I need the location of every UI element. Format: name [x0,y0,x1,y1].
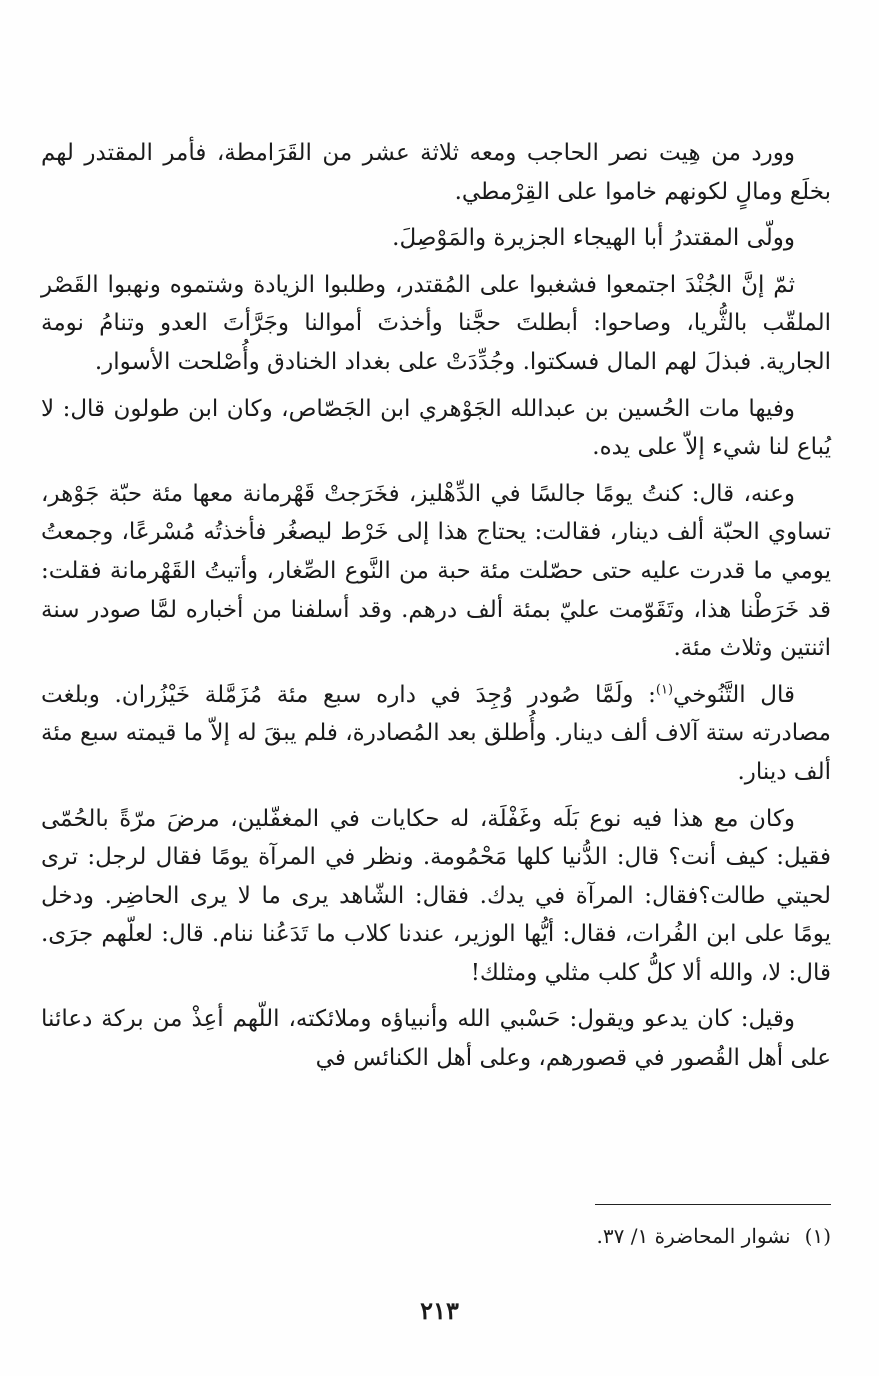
page-number: ٢١٣ [420,1296,459,1325]
footnote [41,1221,831,1251]
paragraph-4: وفيها مات الحُسين بن عبدالله الجَوْهري ابن الجَصّاص، وكان ابن طولون قال: لا يُباع لنا شيء إلاّ على يده. [41,395,831,461]
tanukhi-lead: قال التَّنُوخي [673,681,796,708]
paragraph-2: وولّى المقتدرُ أبا الهيجاء الجزيرة والمَوْصِلَ. [392,225,795,252]
paragraph-tanukhi [41,676,831,792]
paragraph-5: وعنه، قال: كنتُ يومًا جالسًا في الدِّهْليز، فخَرَجتْ قَهْرمانة معها مئة حبّة جَوْهر، تساوي الحبّة ألف دينار، فقالت: يحتاج هذا إلى خَرْط ليصغُر فأخذتُه مُسْرعًا، وجمعتُ يومي ما قدرت عليه حتى حصّلت مئة حبة من النَّوع الصِّغار، وأتيتُ القَهْرمانة فقلت: قد خَرَطْنا هذا، وتَقَوّمت عليّ بمئة ألف درهم. وقد أسلفنا من أخباره لمَّا صودر سنة اثنتين وثلاث مئة. [41,480,831,662]
paragraph-8: وقيل: كان يدعو ويقول: حَسْبي الله وأنبياؤه وملائكته، اللّهم أعِذْ من بركة دعائنا على أهل القُصور في قصورهم، وعلى أهل الكنائس في [41,1006,831,1072]
main-text [41,134,831,1086]
paragraph-7: وكان مع هذا فيه نوع بَلَه وغَفْلَة، له حكايات في المغفّلين، مرضَ مرّةً بالحُمّى فقيل: كيف أنت؟ قال: الدُّنيا كلها مَحْمُومة. ونظر في المرآة يومًا فقال لرجل: ترى لحيتي طالت؟فقال: المرآة في يدك. فقال: الشّاهد يرى ما لا يرى الحاضِر. ودخل يومًا على ابن الفُرات، فقال: أيُّها الوزير، عندنا كلاب ما تَدَعُنا ننام. قال: لعلّهم جرَى. قال: لا، والله ألا كلُّ كلب مثلي ومثلك! [41,805,831,986]
footnote-text: نشوار المحاضرة ١/ ٣٧. [596,1224,791,1248]
footnote-number: (١) [804,1224,831,1248]
footnote-reference[interactable]: (١) [655,682,674,698]
footnote-divider [595,1204,831,1205]
paragraph-3: ثمّ إنَّ الجُنْدَ اجتمعوا فشغبوا على المُقتدر، وطلبوا الزيادة وشتموه ونهبوا القَصْر الملقّب بالثُّريا، وصاحوا: أبطلتَ حجَّنا وأخذتَ أموالنا وجَرَّأتَ العدو وتنامُ نومة الجارية. فبذلَ لهم المال فسكتوا. وجُدِّدَتْ على بغداد الخنادق وأُصْلحت الأسوار. [41,271,831,375]
paragraph-1: وورد من هِيت نصر الحاجب ومعه ثلاثة عشر من القَرَامطة، فأمر المقتدر لهم بخلَع ومالٍ لكونهم خاموا على القِرْمطي. [41,140,831,205]
tanukhi-text: : ولَمَّا صُودر وُجِدَ في داره سبع مئة مُزَمَّلة خَيْزُران. وبلغت مصادرته ستة آلاف ألف دينار. وأُطلق بعد المُصادرة، فلم يبقَ له إلاّ ما قيمته سبع مئة ألف دينار. [41,681,831,785]
